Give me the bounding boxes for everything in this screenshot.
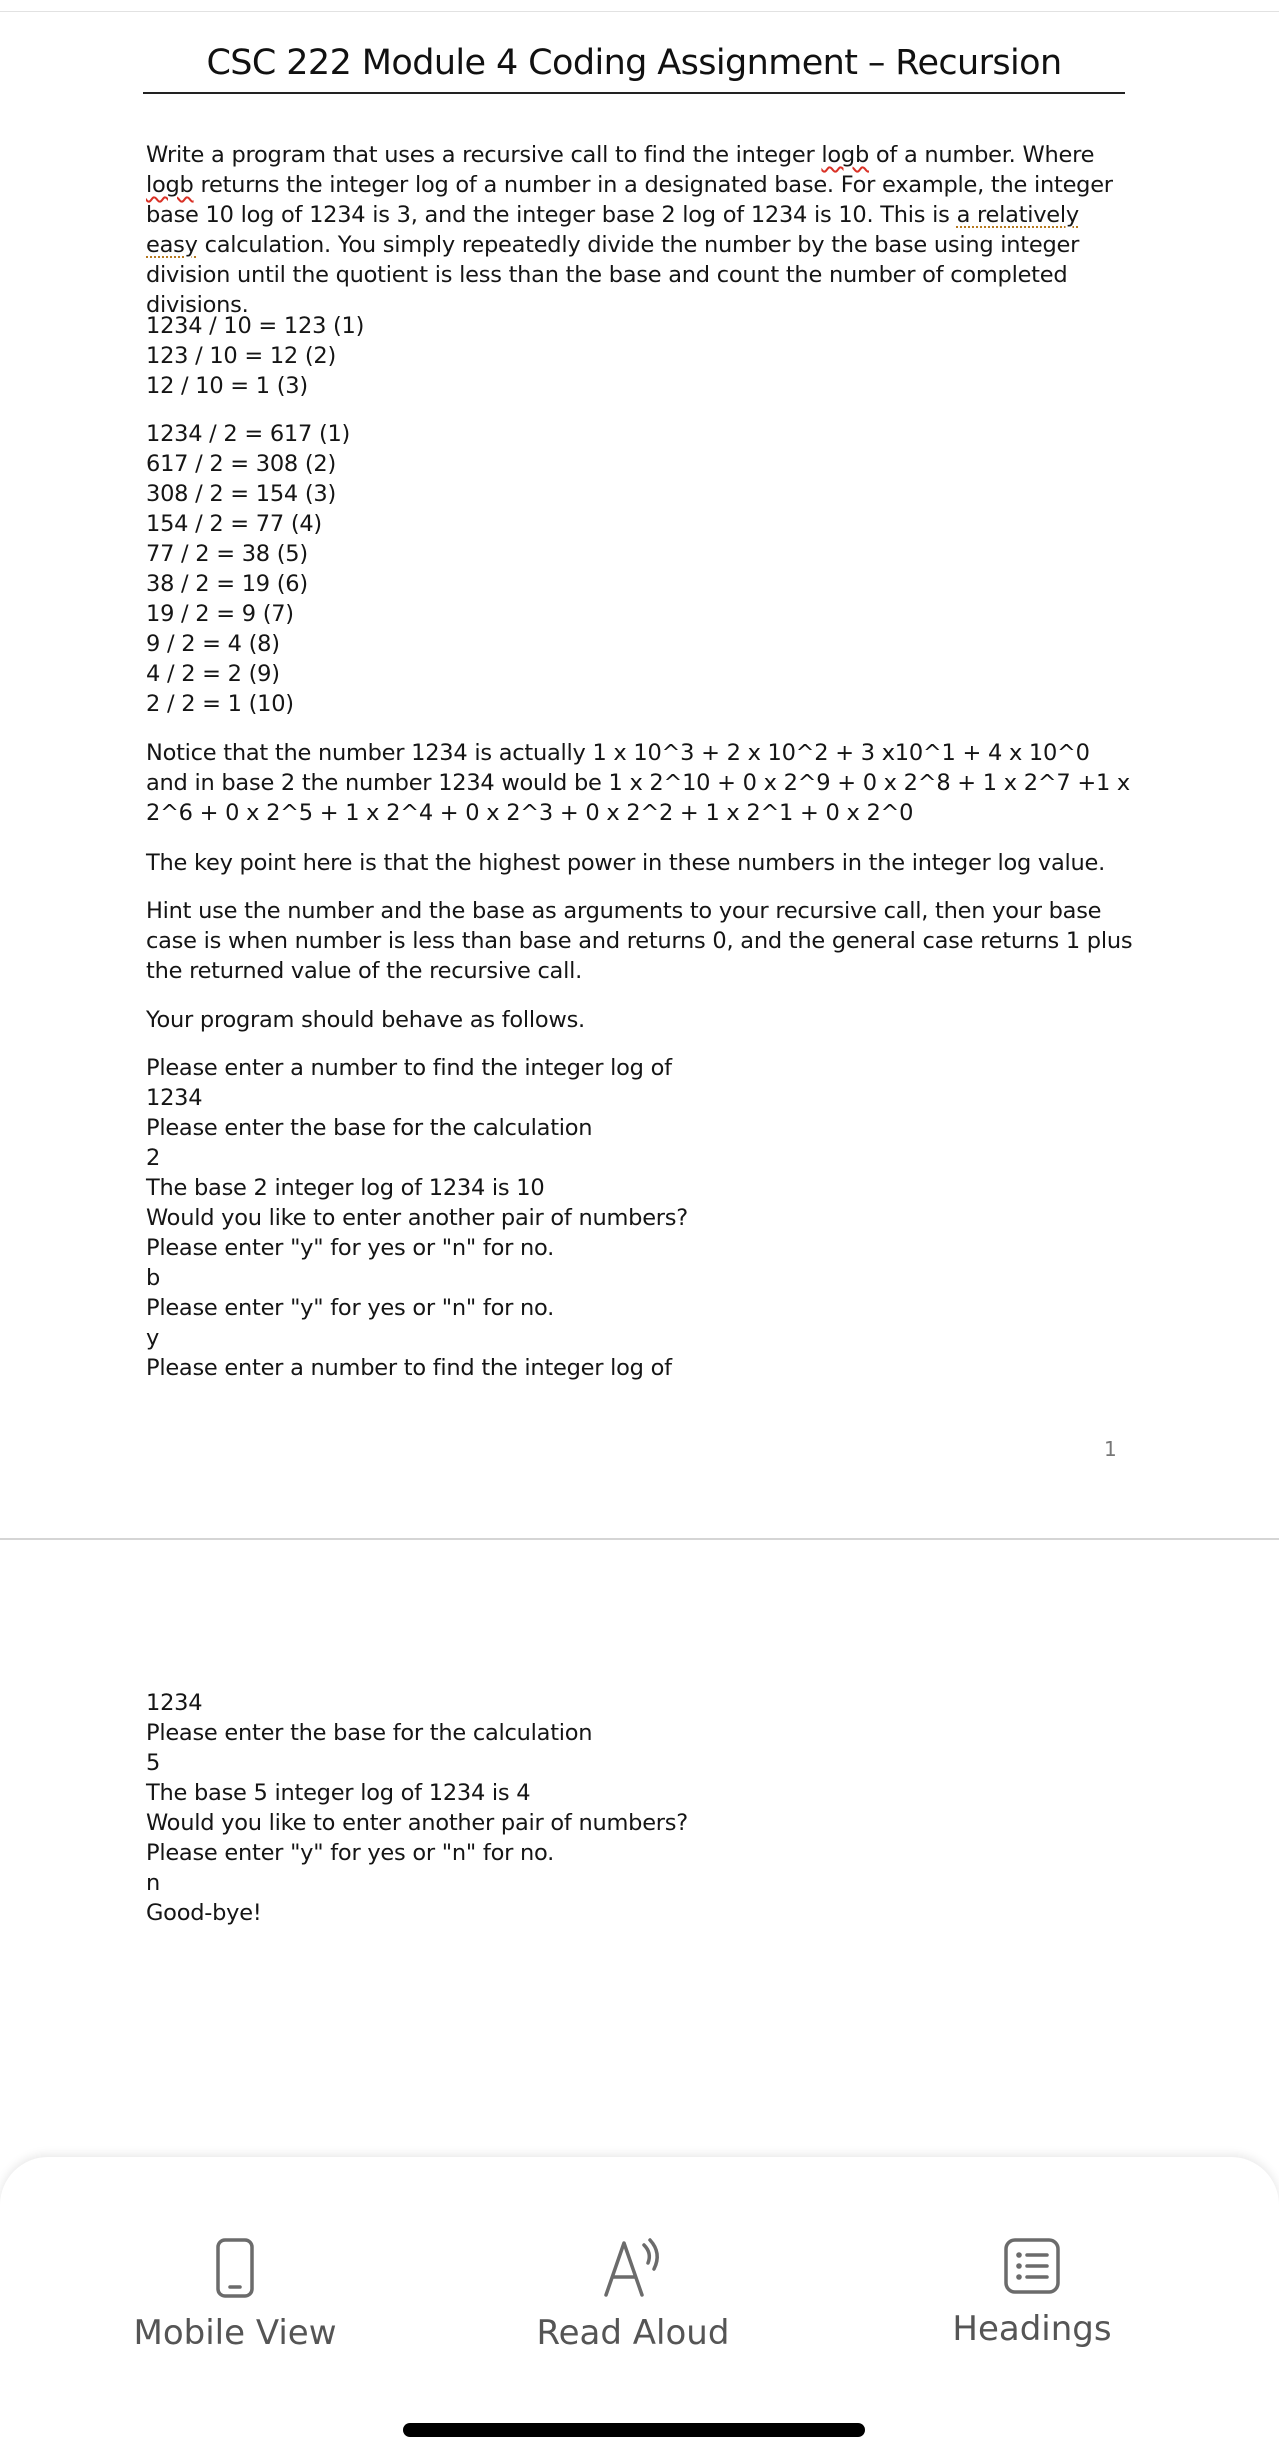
mobile-view-label: Mobile View [133, 2313, 337, 2353]
hint-line: case is when number is less than base and returns 0, and the general case returns 1 plus [146, 928, 1133, 954]
sample-line: b [146, 1265, 161, 1291]
intro-text-2: of a number. Where [868, 142, 1095, 168]
document-title: CSC 222 Module 4 Coding Assignment – Recursion [143, 35, 1125, 94]
list-item: 9 / 2 = 4 (8) [146, 631, 280, 657]
bottom-toolbar [0, 2157, 1279, 2462]
sample-line: Please enter a number to find the integer log of [146, 1355, 672, 1381]
base10-steps [146, 311, 364, 401]
sample-line: n [146, 1870, 161, 1896]
notice-line: and in base 2 the number 1234 would be 1 x 2^10 + 0 x 2^9 + 0 x 2^8 + 1 x 2^7 +1 x [146, 770, 1130, 796]
list-item: 154 / 2 = 77 (4) [146, 511, 322, 537]
list-item: 1234 / 2 = 617 (1) [146, 421, 351, 447]
spelling-flag-logb[interactable]: logb [821, 142, 869, 168]
list-item: 19 / 2 = 9 (7) [146, 601, 294, 627]
page-number: 1 [1104, 1437, 1117, 1461]
mobile-view-button[interactable] [85, 2237, 385, 2353]
behave-text: Your program should behave as follows. [146, 1007, 585, 1033]
top-divider [0, 11, 1279, 12]
read-aloud-button[interactable] [483, 2237, 783, 2353]
intro-text-3: returns the integer log of a number in a designated base. For example, the integer base 10 log of 1234 is 3, and the integer base 2 log of 1234 is 10. This is [146, 172, 1113, 228]
intro-text-4: calculation. You simply repeatedly divide the number by the base using integer division until the quotient is less than the base and count the number of completed divisions. [146, 232, 1080, 318]
sample-line: Please enter the base for the calculation [146, 1115, 593, 1141]
key-point-text: The key point here is that the highest power in these numbers in the integer log value. [146, 850, 1106, 876]
list-item: 38 / 2 = 19 (6) [146, 571, 308, 597]
grammar-flag-relatively-easy[interactable]: a relatively easy [146, 202, 1079, 258]
sample-line: 1234 [146, 1085, 203, 1111]
sample-line: 2 [146, 1145, 161, 1171]
list-item: 308 / 2 = 154 (3) [146, 481, 337, 507]
headings-button[interactable] [882, 2237, 1182, 2349]
mobile-phone-icon [215, 2237, 255, 2299]
spelling-flag-logb[interactable]: logb [146, 172, 194, 198]
sample-line: Would you like to enter another pair of numbers? [146, 1810, 688, 1836]
read-aloud-icon [600, 2237, 666, 2299]
hint-line: Hint use the number and the base as arguments to your recursive call, then your base [146, 898, 1102, 924]
behave-paragraph [146, 1005, 585, 1035]
sample-output-page2 [146, 1688, 688, 1928]
sample-line: Good-bye! [146, 1900, 262, 1926]
sample-line: 5 [146, 1750, 161, 1776]
sample-line: Please enter "y" for yes or "n" for no. [146, 1295, 555, 1321]
sample-line: The base 2 integer log of 1234 is 10 [146, 1175, 545, 1201]
list-item: 617 / 2 = 308 (2) [146, 451, 337, 477]
sample-line: y [146, 1325, 160, 1351]
list-item: 77 / 2 = 38 (5) [146, 541, 308, 567]
home-indicator[interactable] [403, 2423, 865, 2437]
key-point-paragraph [146, 848, 1105, 878]
sample-line: Please enter "y" for yes or "n" for no. [146, 1840, 555, 1866]
hint-paragraph [146, 896, 1132, 986]
sample-line: Would you like to enter another pair of numbers? [146, 1205, 688, 1231]
sample-line: The base 5 integer log of 1234 is 4 [146, 1780, 531, 1806]
list-item: 12 / 10 = 1 (3) [146, 373, 308, 399]
read-aloud-label: Read Aloud [536, 2313, 730, 2353]
sample-line: 1234 [146, 1690, 203, 1716]
headings-label: Headings [952, 2309, 1112, 2349]
intro-text-1: Write a program that uses a recursive call to find the integer [146, 142, 822, 168]
sample-line: Please enter "y" for yes or "n" for no. [146, 1235, 555, 1261]
list-item: 4 / 2 = 2 (9) [146, 661, 280, 687]
list-item: 2 / 2 = 1 (10) [146, 691, 294, 717]
page-break [0, 1538, 1279, 1540]
sample-line: Please enter a number to find the integer log of [146, 1055, 672, 1081]
notice-line: Notice that the number 1234 is actually 1 x 10^3 + 2 x 10^2 + 3 x10^1 + 4 x 10^0 [146, 740, 1090, 766]
notice-line: 2^6 + 0 x 2^5 + 1 x 2^4 + 0 x 2^3 + 0 x 2^2 + 1 x 2^1 + 0 x 2^0 [146, 800, 914, 826]
list-item: 1234 / 10 = 123 (1) [146, 313, 365, 339]
list-item: 123 / 10 = 12 (2) [146, 343, 337, 369]
hint-line: the returned value of the recursive call. [146, 958, 583, 984]
headings-list-icon [1003, 2237, 1061, 2295]
sample-output-page1 [146, 1053, 688, 1383]
intro-paragraph [146, 140, 1131, 320]
notice-paragraph [146, 738, 1130, 828]
sample-line: Please enter the base for the calculation [146, 1720, 593, 1746]
base2-steps [146, 419, 350, 719]
